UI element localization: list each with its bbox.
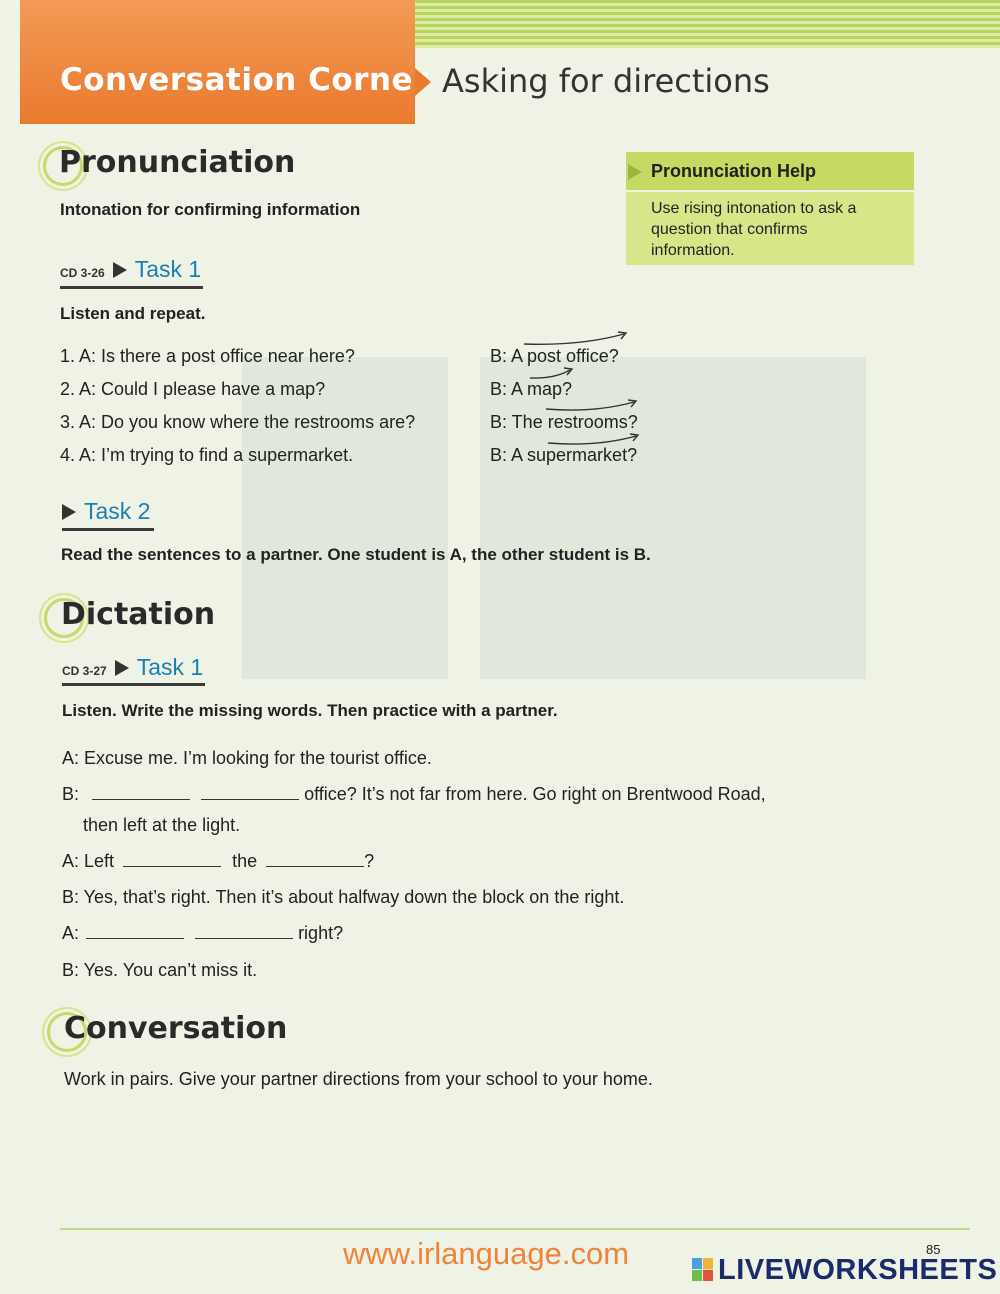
pronunciation-task1-instruction: Listen and repeat. <box>60 304 206 323</box>
dialogue-line: A: Excuse me. I’m looking for the tourist office. <box>62 748 432 768</box>
task-underline <box>60 286 203 289</box>
pronunciation-task2-instruction: Read the sentences to a partner. One student is A, the other student is B. <box>61 545 651 564</box>
blank-input[interactable] <box>92 785 190 800</box>
blank-input[interactable] <box>195 924 293 939</box>
dialogue-line <box>62 784 766 805</box>
list-item-response: B: A post office? <box>490 346 619 366</box>
dialogue-text: the <box>232 851 258 871</box>
dictation-instruction: Listen. Write the missing words. Then practice with a partner. <box>62 701 558 720</box>
task-underline <box>62 683 205 686</box>
dialogue-line <box>62 923 343 944</box>
help-box-body: Use rising intonation to ask a question that confirms information. <box>651 200 857 259</box>
blank-input[interactable] <box>86 924 184 939</box>
speaker-label: A: <box>62 923 80 943</box>
conversation-instruction: Work in pairs. Give your partner directions from your school to your home. <box>64 1069 653 1089</box>
dictation-task1-heading <box>62 654 203 681</box>
header-stripes <box>415 0 1000 48</box>
blank-input[interactable] <box>266 852 364 867</box>
intonation-arrow-icon <box>542 397 642 415</box>
list-item-response: B: A map? <box>490 379 573 399</box>
list-item-response: B: A supermarket? <box>490 445 638 465</box>
header-arrow-icon <box>415 68 431 96</box>
dialogue-text: office? It’s not far from here. Go right on Brentwood Road, <box>304 784 766 804</box>
liveworksheets-logo-icon <box>692 1258 714 1282</box>
speaker-label: B: <box>62 784 80 804</box>
cd-track-label: CD 3-27 <box>62 664 107 678</box>
header-subtitle: Asking for directions <box>442 62 770 100</box>
task-label: Task 1 <box>134 256 202 282</box>
pronunciation-help-box <box>626 152 914 265</box>
help-box-title: Pronunciation Help <box>651 161 817 181</box>
play-arrow-icon <box>628 164 642 180</box>
list-item: 1. A: Is there a post office near here? <box>60 346 355 366</box>
blank-input[interactable] <box>123 852 221 867</box>
page-number: 85 <box>926 1242 941 1257</box>
footer-divider <box>60 1228 970 1230</box>
conversation-title: Conversation <box>64 1011 288 1046</box>
dialogue-line: B: Yes, that’s right. Then it’s about halfway down the block on the right. <box>62 887 625 907</box>
list-item-response: B: The restrooms? <box>490 412 638 432</box>
help-box-header <box>626 152 914 192</box>
pronunciation-title: Pronunciation <box>59 145 296 180</box>
task-label: Task 2 <box>84 498 151 524</box>
list-item: 2. A: Could I please have a map? <box>60 379 326 399</box>
list-item: 4. A: I’m trying to find a supermarket. <box>60 445 354 465</box>
dialogue-line <box>62 851 374 872</box>
task-underline <box>62 528 154 531</box>
header-title: Conversation Corner <box>60 62 429 98</box>
intonation-arrow-icon <box>544 431 644 449</box>
pronunciation-task2-heading <box>62 498 150 525</box>
play-arrow-icon <box>62 504 76 520</box>
play-arrow-icon <box>113 262 127 278</box>
list-item: 3. A: Do you know where the restrooms are? <box>60 412 416 432</box>
play-arrow-icon <box>115 660 129 676</box>
dialogue-line: then left at the light. <box>83 815 241 835</box>
dictation-title: Dictation <box>61 597 216 632</box>
dialogue-text: A: Left <box>62 851 115 871</box>
pronunciation-task1-heading <box>60 256 201 283</box>
intonation-arrow-icon <box>520 330 630 348</box>
website-url[interactable]: www.irlanguage.com <box>343 1236 630 1271</box>
background-photo-left <box>242 357 448 679</box>
background-photo-right <box>480 357 866 679</box>
dialogue-line: B: Yes. You can’t miss it. <box>62 960 258 980</box>
blank-input[interactable] <box>201 785 299 800</box>
task-label: Task 1 <box>136 654 204 680</box>
liveworksheets-brand: LIVEWORKSHEETS <box>718 1254 998 1286</box>
cd-track-label: CD 3-26 <box>60 266 105 280</box>
dialogue-text: ? <box>364 851 375 871</box>
intonation-arrow-icon <box>526 366 576 382</box>
pronunciation-subtitle: Intonation for confirming information <box>60 200 361 219</box>
dialogue-text: right? <box>298 923 344 943</box>
